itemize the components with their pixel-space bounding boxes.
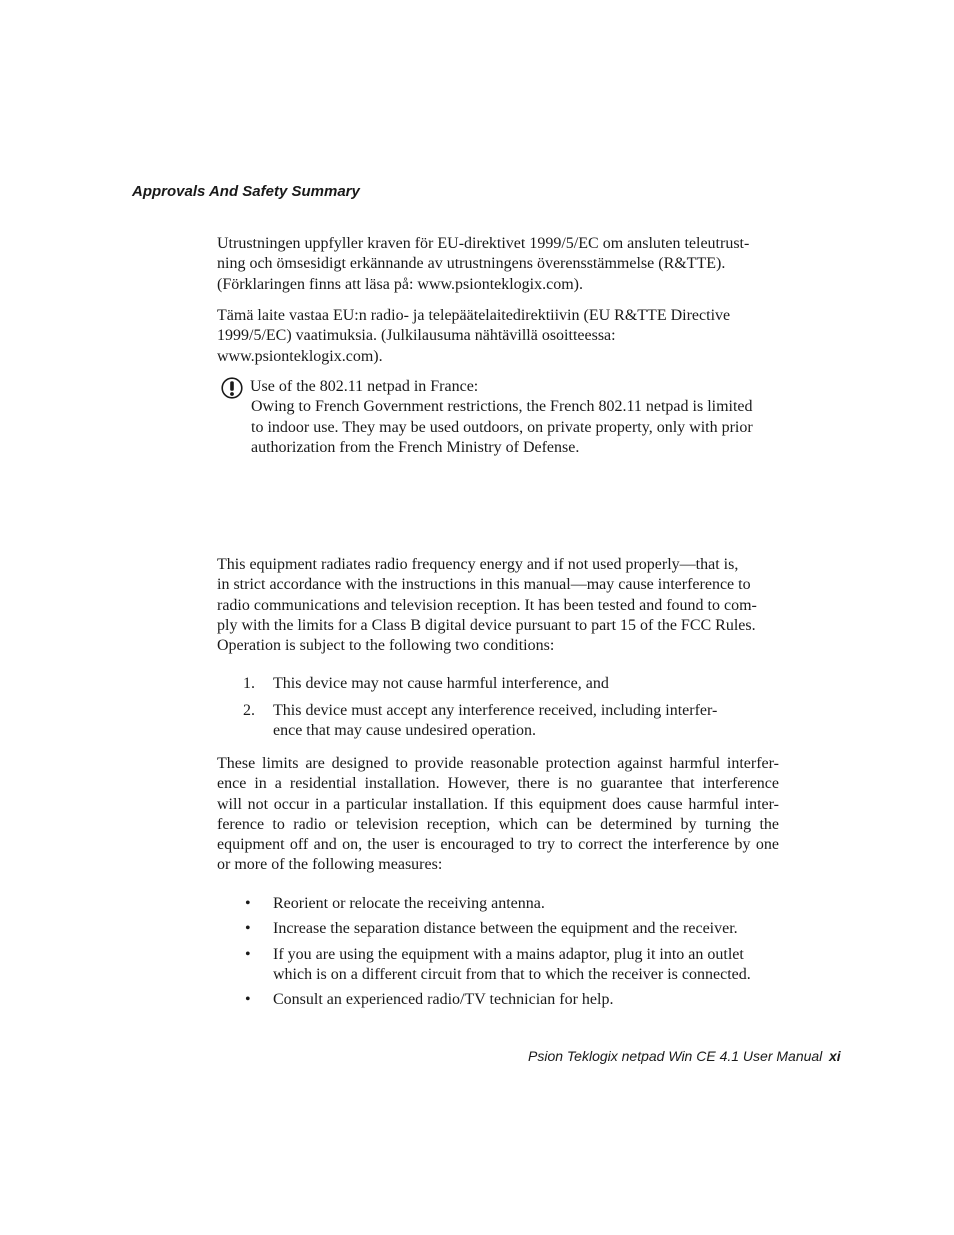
fcc-intro-paragraph (217, 555, 783, 656)
text-line: authorization from the French Ministry of Defense. (251, 438, 580, 456)
text-line: will not occur in a particular installation. If this equipment does cause harmful inter- (217, 795, 779, 813)
list-number: 1. (243, 675, 255, 692)
text-line: to indoor use. They may be used outdoors, on private property, only with prior (251, 418, 753, 436)
list-item (243, 701, 717, 742)
bullet: • (245, 920, 251, 937)
text-line: Tämä laite vastaa EU:n radio- ja telepäätelaitedirektiivin (EU R&TTE Directive (217, 307, 731, 324)
bullet: • (245, 991, 251, 1008)
list-item (243, 919, 738, 939)
limits-paragraph (217, 754, 779, 876)
finnish-declaration (217, 306, 783, 367)
list-item (243, 945, 751, 986)
swedish-declaration (217, 234, 783, 295)
list-item (243, 894, 545, 914)
exclamation-circle-icon (221, 377, 243, 399)
text-line: ence that may cause undesired operation. (273, 722, 536, 740)
list-item (243, 990, 613, 1010)
text-line: ply with the limits for a Class B digital device pursuant to part 15 of the FCC Rules. (217, 616, 756, 634)
footer-manual-title: Psion Teklogix netpad Win CE 4.1 User Manual (528, 1048, 823, 1064)
text-line: equipment off and on, the user is encouraged to try to correct the interference by one (217, 836, 779, 854)
text-line: Utrustningen uppfyller kraven för EU-direktivet 1999/5/EC om ansluten teleutrust- (217, 235, 750, 252)
list-item (243, 674, 609, 694)
text-line: (Förklaringen finns att läsa på: www.psionteklogix.com). (217, 275, 583, 293)
text-line: which is on a different circuit from that to which the receiver is connected. (273, 966, 751, 984)
text-line: Increase the separation distance between the equipment and the receiver. (273, 920, 738, 937)
text-line: 1999/5/EC) vaatimuksia. (Julkilausuma nähtävillä osoitteessa: (217, 327, 616, 345)
bullet: • (245, 946, 251, 963)
note-heading: Use of the 802.11 netpad in France: (250, 378, 479, 395)
text-line: This device may not cause harmful interference, and (273, 675, 609, 692)
text-line: ference to radio or television reception, which can be determined by turning the (217, 815, 779, 833)
text-line: Consult an experienced radio/TV technician for help. (273, 991, 614, 1008)
text-line: These limits are designed to provide reasonable protection against harmful interfer- (217, 755, 779, 772)
list-number: 2. (243, 702, 255, 719)
text-line: This equipment radiates radio frequency energy and if not used properly—that is, (217, 556, 739, 573)
section-header: Approvals And Safety Summary (132, 183, 360, 200)
text-line: ence in a residential installation. However, there is no guarantee that interference (217, 775, 779, 793)
text-line: Owing to French Government restrictions, the French 802.11 netpad is limited (251, 398, 753, 416)
text-line: If you are using the equipment with a mains adaptor, plug it into an outlet (273, 946, 744, 963)
footer-page-number: xi (829, 1048, 841, 1064)
text-line: www.psionteklogix.com). (217, 347, 383, 365)
text-line: Reorient or relocate the receiving antenna. (273, 895, 545, 912)
text-line: in strict accordance with the instructions in this manual—may cause interference to (217, 576, 751, 594)
text-line: or more of the following measures: (217, 856, 443, 874)
france-note (250, 377, 753, 458)
text-line: Operation is subject to the following two conditions: (217, 637, 555, 655)
bullet: • (245, 895, 251, 912)
text-line: ning och ömsesidigt erkännande av utrustningens överensstämmelse (R&TTE). (217, 255, 726, 273)
text-line: This device must accept any interference received, including interfer- (273, 702, 718, 719)
text-line: radio communications and television reception. It has been tested and found to com- (217, 596, 757, 614)
